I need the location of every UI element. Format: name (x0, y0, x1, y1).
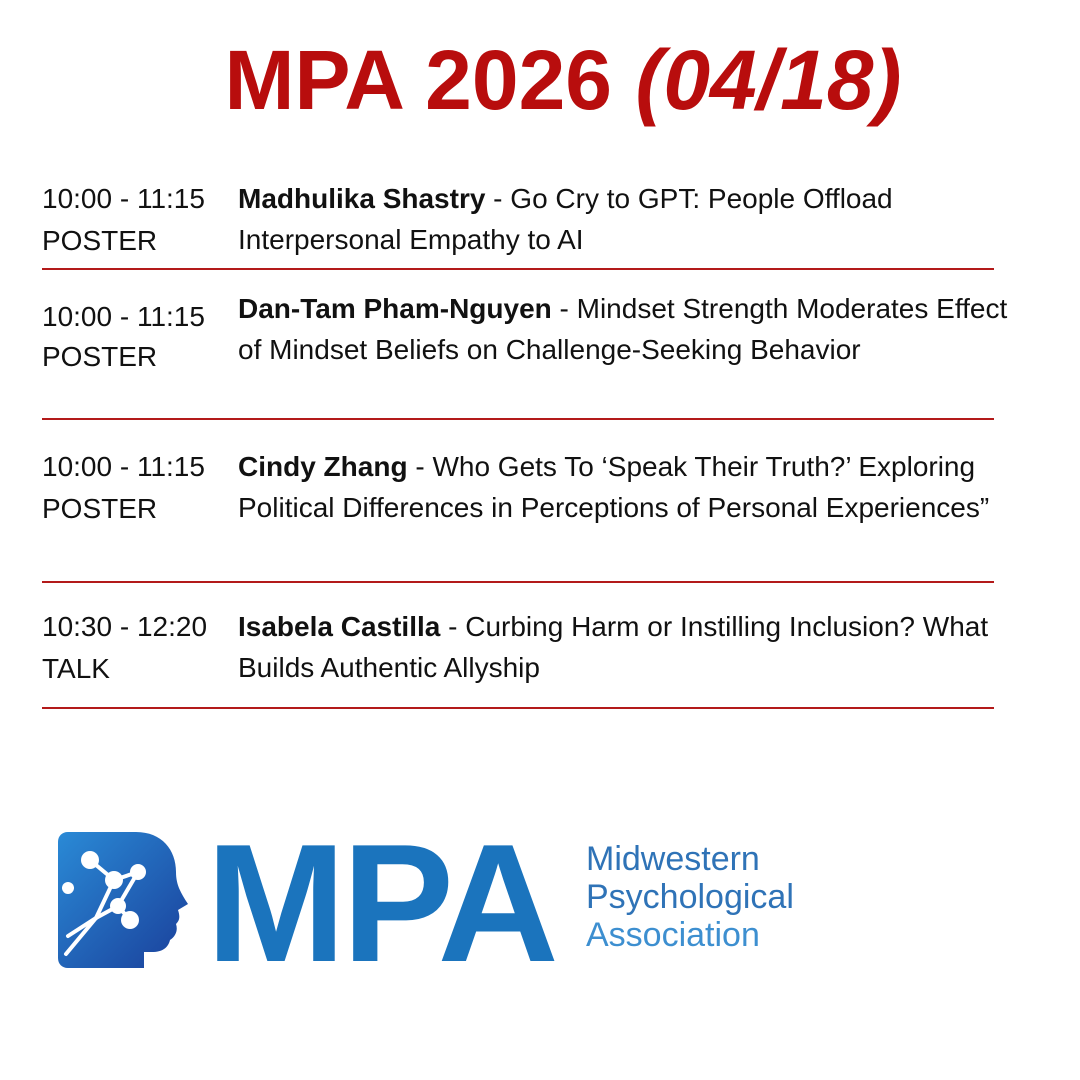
org-line-1: Midwestern (586, 840, 760, 878)
divider (42, 707, 994, 709)
logo-org-name (586, 840, 794, 954)
session-title: Curbing Harm or Instilling Inclusion? What Builds Authentic Allyship (238, 611, 989, 683)
session-type: POSTER (42, 225, 158, 256)
session-separator: - (440, 611, 466, 642)
mpa-logo (58, 809, 838, 997)
session-speaker: Isabela Castilla (238, 611, 441, 642)
session-separator: - (407, 451, 433, 482)
session-separator: - (551, 293, 577, 324)
session-title: Mindset Strength Moderates Effect of Mindset Beliefs on Challenge-Seeking Behavior (238, 293, 1008, 365)
session-speaker: Madhulika Shastry (238, 183, 486, 214)
org-line-3: Association (586, 916, 760, 954)
divider (42, 581, 994, 583)
session-time: 10:00 - 11:15 (42, 301, 205, 332)
session-type: POSTER (42, 341, 158, 372)
org-line-2: Psychological (586, 878, 794, 916)
session-type: TALK (42, 653, 110, 684)
session-title: Go Cry to GPT: People Offload Interpersonal Empathy to AI (238, 183, 893, 255)
divider (42, 418, 994, 420)
session-description (238, 288, 1018, 370)
session-time: 10:00 - 11:15 (42, 183, 205, 214)
session-item (42, 606, 1012, 690)
session-description (238, 606, 1018, 688)
title-date: (04/18) (635, 33, 902, 127)
session-time: 10:00 - 11:15 (42, 451, 205, 482)
title-main: MPA 2026 (224, 33, 636, 127)
divider (42, 268, 994, 270)
session-speaker: Dan-Tam Pham-Nguyen (238, 293, 552, 324)
session-time: 10:30 - 12:20 (42, 611, 208, 642)
head-network-icon (58, 832, 198, 968)
session-item (42, 288, 1012, 412)
page-title (0, 30, 1080, 130)
session-description (238, 446, 1018, 528)
session-item (42, 178, 1012, 262)
session-type: POSTER (42, 493, 158, 524)
session-title: Who Gets To ‘Speak Their Truth?’ Exploring Political Differences in Perceptions of Personal Experiences” (238, 451, 990, 523)
session-item (42, 446, 1012, 570)
session-description (238, 178, 1018, 260)
logo-wordmark: MPA (206, 809, 555, 997)
session-speaker: Cindy Zhang (238, 451, 408, 482)
session-separator: - (485, 183, 511, 214)
